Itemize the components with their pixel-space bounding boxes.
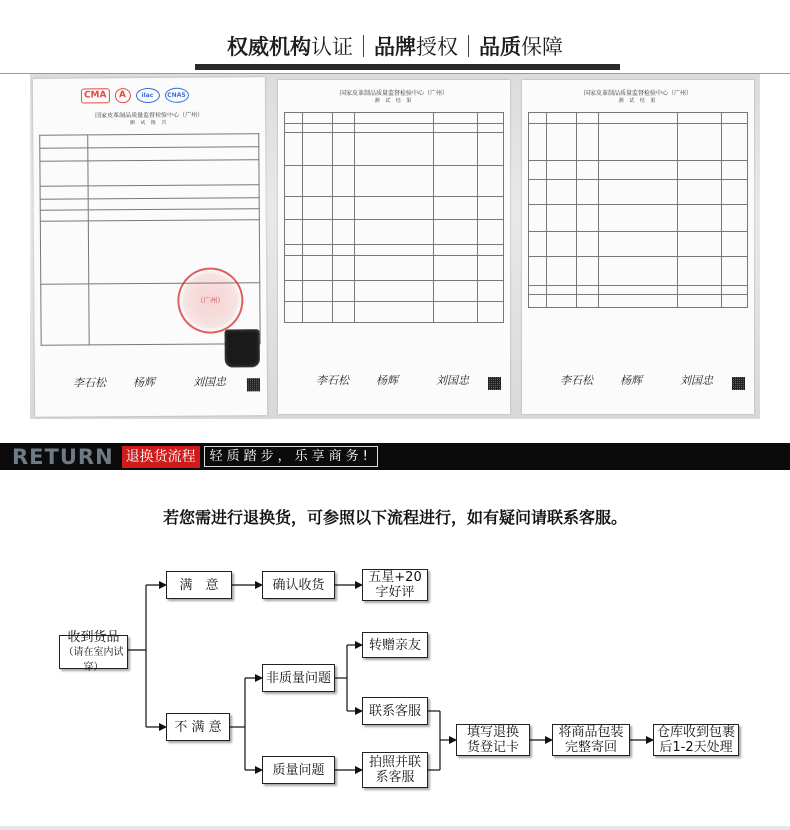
auth-title-segment-1: 权威机构认证	[227, 35, 353, 59]
node-photo-line1: 拍照并联	[368, 755, 421, 770]
qr-code-icon	[247, 378, 260, 391]
certificate-subheading: 测 试 报 告	[129, 119, 169, 127]
certificate-table	[528, 112, 748, 308]
certificate-subheading: 测 试 结 果	[374, 98, 414, 104]
node-quality-label: 质量问题	[272, 762, 325, 778]
node-satisfied	[166, 571, 232, 599]
signature-3: 刘国忠	[436, 374, 469, 387]
auth-title-segment-3: 品质保障	[479, 35, 563, 59]
node-gift-friends	[362, 632, 428, 658]
signature-1: 李石松	[560, 374, 593, 387]
node-contact-service	[362, 697, 428, 725]
cnas-logo: CNAS	[164, 88, 188, 103]
signature-3: 刘国忠	[192, 375, 226, 389]
node-warehouse-process	[653, 724, 739, 756]
certificate-heading: 国家皮革制品质量监督检验中心（广州）	[95, 111, 204, 120]
signature-1: 李石松	[72, 376, 106, 390]
certificate-meta	[284, 105, 504, 110]
node-warehouse-line2: 后1-2天处理	[659, 740, 733, 755]
ccc-logo: A	[114, 88, 130, 103]
node-fill-card-line2: 货登记卡	[466, 740, 519, 755]
return-word: RETURN	[12, 444, 114, 469]
official-stamp: （广州）	[177, 267, 243, 333]
node-non-quality-label: 非质量问题	[265, 670, 331, 686]
return-flowchart	[0, 555, 790, 815]
slogan-tag: 轻质踏步，乐享商务!	[204, 446, 378, 467]
auth-title	[0, 28, 790, 64]
node-unsatisfied-label: 不 满 意	[174, 719, 222, 735]
return-banner	[0, 443, 790, 470]
node-quality-issue	[262, 756, 335, 784]
node-fill-return-card	[456, 724, 530, 756]
node-photo-contact	[362, 752, 428, 788]
signature-2: 杨辉	[376, 374, 398, 387]
certificate-meta	[39, 126, 259, 133]
node-review-line2: 字好评	[375, 585, 415, 600]
node-gift-label: 转赠亲友	[368, 637, 421, 653]
node-photo-line2: 系客服	[375, 770, 415, 785]
signature-1: 李石松	[316, 374, 349, 387]
signature-2: 杨辉	[620, 374, 642, 387]
node-warehouse-line1: 仓库收到包裹	[656, 725, 735, 740]
auth-title-segment-2: 品牌授权	[374, 35, 458, 59]
node-satisfied-label: 满 意	[179, 577, 219, 593]
node-received	[59, 629, 128, 673]
return-process-tag: 退换货流程	[122, 446, 200, 468]
node-confirm-receipt-label: 确认收货	[272, 577, 325, 593]
node-unsatisfied	[166, 713, 230, 741]
qr-code-icon	[488, 377, 501, 390]
certificate-table	[284, 112, 504, 323]
signature-3: 刘国忠	[680, 374, 713, 387]
product-sample-photo	[225, 329, 260, 367]
node-contact-label: 联系客服	[368, 703, 421, 719]
node-confirm-receipt	[262, 571, 335, 599]
return-intro-text: 若您需进行退换货，可参照以下流程进行，如有疑问请联系客服。	[162, 508, 627, 527]
ilac-logo: ilac	[135, 88, 159, 103]
node-fill-card-line1: 填写退换	[466, 725, 519, 740]
title-underline	[195, 64, 620, 70]
certificate-sheet-1	[33, 77, 267, 417]
certificate-subheading: 测 试 结 果	[618, 98, 658, 104]
qr-code-icon	[732, 377, 745, 390]
node-non-quality-issue	[262, 664, 335, 692]
certificate-photo	[30, 74, 760, 419]
accreditation-logos	[81, 88, 189, 104]
node-five-star-review	[362, 569, 428, 601]
node-send-back-line2: 完整寄回	[564, 740, 617, 755]
certificate-heading: 国家皮革制品质量监督检验中心（广州）	[583, 90, 692, 97]
certificate-sheet-3	[522, 80, 754, 414]
node-review-line1: 五星+20	[368, 570, 422, 585]
certificate-meta	[528, 105, 748, 110]
certificate-sheet-2	[278, 80, 510, 414]
signature-2: 杨辉	[132, 375, 155, 390]
node-send-back	[552, 724, 630, 756]
certificate-heading: 国家皮革制品质量监督检验中心（广州）	[339, 90, 448, 97]
bottom-divider	[0, 826, 790, 830]
cma-logo: CMA	[81, 88, 110, 103]
node-send-back-line1: 将商品包装	[558, 725, 624, 740]
node-received-note: （请在室内试穿）	[63, 646, 124, 673]
node-received-label: 收到货品	[67, 629, 120, 645]
